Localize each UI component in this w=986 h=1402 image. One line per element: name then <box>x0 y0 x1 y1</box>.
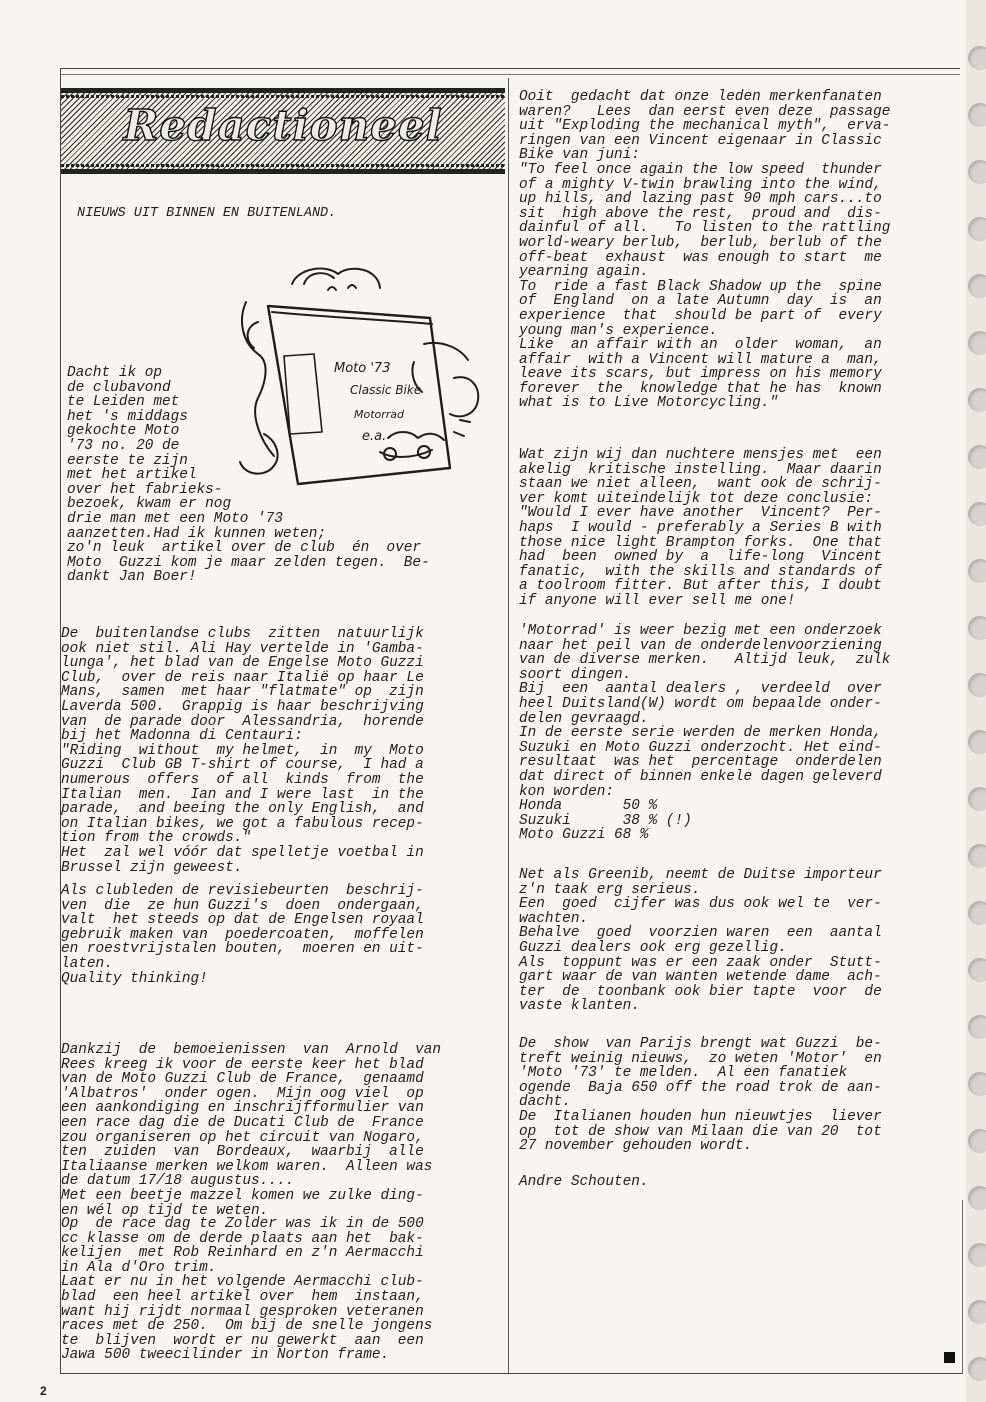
binder-hole <box>968 1243 986 1267</box>
banner-title: Redactioneel <box>123 101 443 150</box>
left-paragraph-2: De buitenlandse clubs zitten natuurlijk ook niet stil. Ali Hay vertelde in 'Gamba- lunga', het blad van de Engelse Moto Guzzi Club, over de reis naar Italië op haar Le Mans, samen met haar "flatmate" op zijn Laverda 500. Grappig is haar beschrijving van de parade door Alessandria, horende bij het Madonna di Centauri: "Riding without my helmet, in my Moto Guzzi Club GB T-shirt of course, I had a numerous offers of all kinds from the Italian men. Ian and I were last in the parade, and beeing the only English, and on Italian bikes, we got a fabulous recep- tion from the crowds." Het zal wel vóór dat spelletje voetbal in Brussel zijn geweest. <box>61 626 424 876</box>
binder-hole <box>968 1357 986 1381</box>
binder-hole <box>968 217 986 241</box>
binder-holes <box>964 30 986 1402</box>
end-of-article-mark <box>944 1352 955 1363</box>
frame-rule-bottom <box>60 1373 962 1374</box>
column-divider <box>508 78 509 1373</box>
right-paragraph-5: De show van Parijs brengt wat Guzzi be- treft weinig nieuws, zo weten 'Motor' en 'Moto '73' te melden. Al een fanatiek ogende Baja 650 off the road trok de aan- dacht. De Italianen houden hun nieuwtjes liever op tot de show van Milaan die van 20 tot 27 november gehouden wordt. <box>519 1036 882 1155</box>
cartoon-label-3: Motorrad <box>354 408 405 421</box>
left-paragraph-3: Als clubleden de revisiebeurten beschrij- ven die ze hun Guzzi's doen ondergaan, valt het steeds op dat de Engelsen royaal gebruik maken van poedercoaten, moffelen en roestvrijstalen bouten, moeren en uit- laten. Quality thinking! <box>61 883 424 987</box>
cartoon-label-1: Moto '73 <box>334 361 391 376</box>
binder-hole <box>968 787 986 811</box>
binder-hole <box>968 958 986 982</box>
author-signature: Andre Schouten. <box>519 1174 649 1190</box>
section-banner <box>61 88 505 174</box>
left-paragraph-5: Op de race dag te Zolder was ik in de 500 cc klasse om de derde plaats aan het bak- kelijen met Rob Reinhard en z'n Aermacchi in Ala d'Oro trim. Laat er nu in het volgende Aermacchi club- blad een heel artikel over hem instaan, want hij rijdt normaal gesproken veteranen races met de 250. Om bij de snelle jongens te blijven wordt er nu gewerkt aan een Jawa 500 tweecilinder in Norton frame. <box>61 1216 433 1364</box>
page-number: 2 <box>40 1384 47 1398</box>
binder-hole <box>968 616 986 640</box>
binder-hole <box>968 559 986 583</box>
binder-hole <box>968 1015 986 1039</box>
binder-hole <box>968 331 986 355</box>
cartoon-label-4: e.a. <box>362 429 387 444</box>
binder-hole <box>968 1129 986 1153</box>
right-paragraph-1: Ooit gedacht dat onze leden merkenfanaten waren? Lees dan eerst even deze passage uit "Exploding the mechanical myth", erva- ringen van een Vincent eigenaar in Classic Bike van juni: "To feel once again the low speed thunder of a mighty V-twin brawling into the wind, up hills, and lazing past 90 mph cars...to sit high above the rest, proud and dis- dainful of all. To listen to the rattling world-weary berlub, berlub, berlub of the off-beat exhaust was enough to start me yearning again. To ride a fast Black Shadow up the spine of England on a late Autumn day is an experience that should be part of every young man's experience. Like an affair with an older woman, an affair with a Vincent will mature a man, leave its scars, but impress on his memory forever the knowledge that he has known what is to Live Motorcycling." <box>519 89 891 412</box>
binder-hole <box>968 445 986 469</box>
frame-rule-top-inner <box>60 74 960 75</box>
left-paragraph-4: Dankzij de bemoeienissen van Arnold van Rees kreeg ik voor de eerste keer het blad van de Moto Guzzi Club de France, genaamd 'Albatros' onder ogen. Mijn oog viel op een aankondiging en inschrijfformulier van een race dag die de Ducati Club de France zou organiseren op het circuit van Nogaro, ten zuiden van Bordeaux, waarbij alle Italiaanse merken welkom waren. Alleen was de datum 17/18 augustus.... Met een beetje mazzel komen we zulke ding- en wél op tijd te weten. <box>61 1042 441 1219</box>
binder-hole <box>968 1300 986 1324</box>
binder-hole <box>968 1186 986 1210</box>
right-paragraph-2: Wat zijn wij dan nuchtere mensjes met een akelig kritische instelling. Maar daarin staan we niet alleen, want ook de schrij- ver komt uiteindelijk tot deze conclusie: "Would I ever have another Vincent? Per- haps I would - preferably a Series B with those nice light Brampton forks. One that had been owned by a life-long Vincent fanatic, with the skills and standards of a toolroom fitter. But after this, I doubt if anyone will ever sell me one! <box>519 447 882 609</box>
binder-hole <box>968 901 986 925</box>
right-paragraph-4: Net als Greenib, neemt de Duitse importeur z'n taak erg serieus. Een goed cijfer was dus ook wel te ver- wachten. Behalve goed voorzien waren een aantal Guzzi dealers ook erg gezellig. Als toppunt was er een zaak onder Stutt- gart waar de van wanten wetende dame ach- ter de toonbank ook bier tapte voor de vaste klanten. <box>519 867 882 1015</box>
frame-rule-right <box>962 1200 963 1374</box>
binder-hole <box>968 388 986 412</box>
binder-hole <box>968 673 986 697</box>
binder-hole <box>968 103 986 127</box>
binder-hole <box>968 274 986 298</box>
binder-hole <box>968 46 986 70</box>
binder-hole <box>968 844 986 868</box>
binder-hole <box>968 160 986 184</box>
binder-hole <box>968 1072 986 1096</box>
cartoon-label-2: Classic Bike <box>350 383 422 397</box>
binder-hole <box>968 502 986 526</box>
section-subhead: NIEUWS UIT BINNEN EN BUITENLAND. <box>77 206 337 221</box>
binder-hole <box>968 730 986 754</box>
frame-rule-top <box>60 68 960 69</box>
left-paragraph-1: Dacht ik op de clubavond te Leiden met het 's middags gekochte Moto '73 no. 20 de eerste te zijn met het artikel over het fabrieks- bezoek, kwam er nog drie man met een Moto '73 aanzetten.Had ik kunnen weten; zo'n leuk artikel over de club én over Moto Guzzi kom je maar zelden tegen. Be- dankt Jan Boer! <box>67 365 430 586</box>
right-paragraph-3: 'Motorrad' is weer bezig met een onderzoek naar het peil van de onderdelenvoorziening van de diverse merken. Altijd leuk, zulk soort dingen. Bij een aantal dealers , verdeeld over heel Duitsland(W) wordt om bepaalde onder- delen gevraagd. In de eerste serie werden de merken Honda, Suzuki en Moto Guzzi onderzocht. Het eind- resultaat was het percentage onderdelen dat direct of binnen enkele dagen geleverd kon worden: Honda 50 % Suzuki 38 % (!) Moto Guzzi 68 % <box>519 623 891 844</box>
